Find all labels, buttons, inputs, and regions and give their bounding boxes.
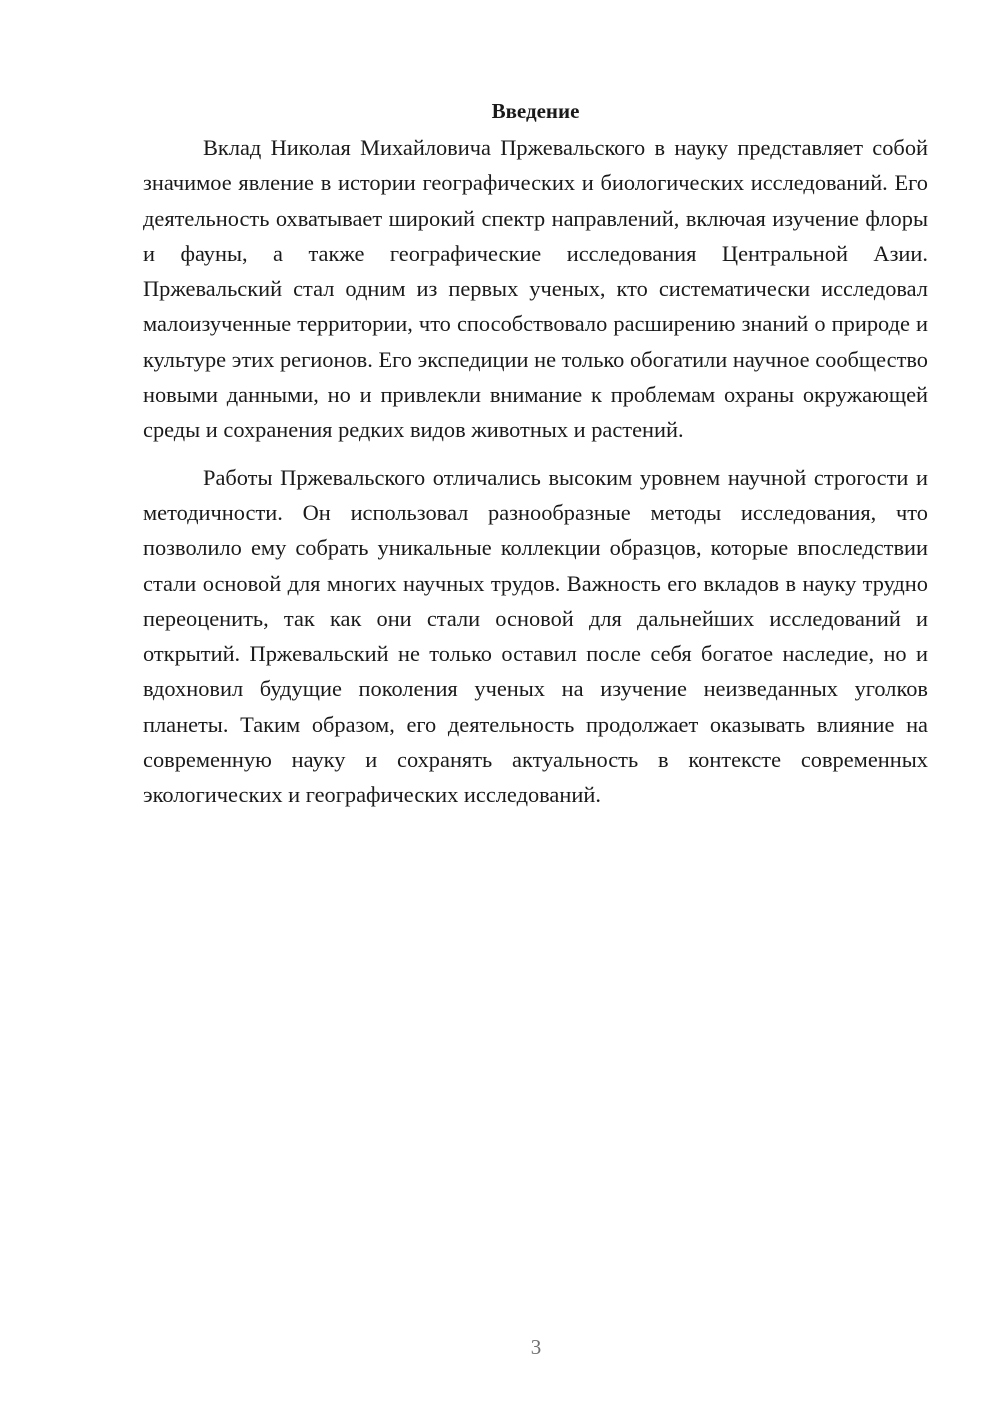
page-content [143, 96, 928, 813]
page-number: 3 [530, 1335, 542, 1359]
paragraph-1: Вклад Николая Михайловича Пржевальского в науку представляет собой значимое явление в истории географических и биологических исследований. Его деятельность охватывает широкий спектр направлений, включая изучение флоры и фауны, а также географические исследования Центральной Азии. Пржевальский стал одним из первых ученых, кто систематически исследовал малоизученные территории, что способствовало расширению знаний о природе и культуре этих регионов. Его экспедиции не только обогатили научное сообщество новыми данными, но и привлекли внимание к проблемам охраны окружающей среды и сохранения редких видов животных и растений. [143, 135, 928, 443]
paragraph-2: Работы Пржевальского отличались высоким уровнем научной строгости и методичности. Он использовал разнообразные методы исследования, что позволило ему собрать уникальные коллекции образцов, которые впоследствии стали основой для многих научных трудов. Важность его вкладов в науку трудно переоценить, так как они стали основой для дальнейших исследований и открытий. Пржевальский не только оставил после себя богатое наследие, но и вдохновил будущие поколения ученых на изучение неизведанных уголков планеты. Таким образом, его деятельность продолжает оказывать влияние на современную науку и сохранять актуальность в контексте современных экологических и географических исследований. [143, 464, 928, 808]
section-heading: Введение [491, 99, 580, 123]
